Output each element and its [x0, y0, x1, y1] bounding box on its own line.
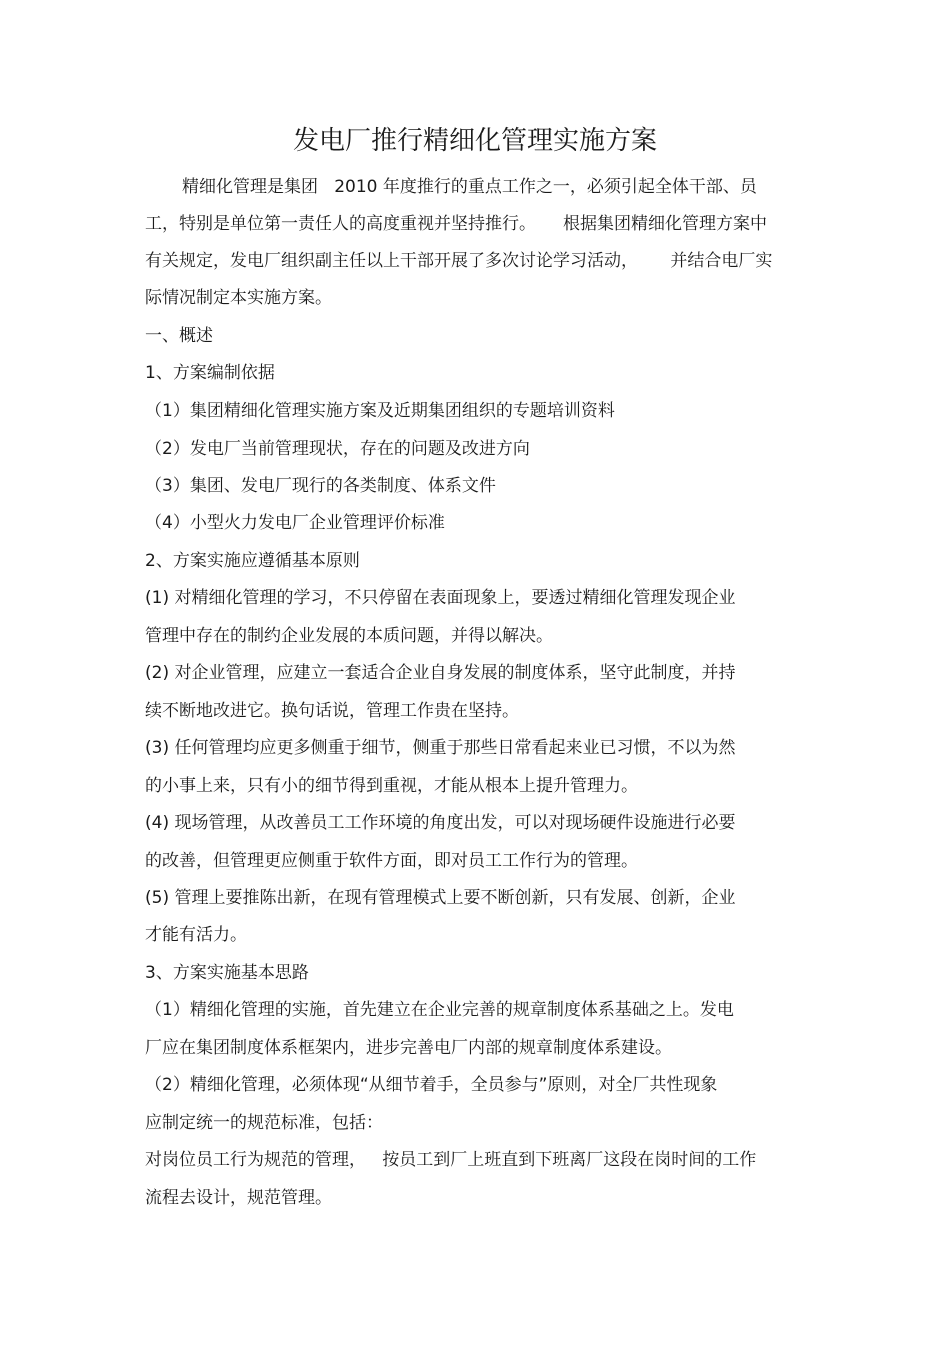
- paragraph-line: 的小事上来，只有小的细节得到重视，才能从根本上提升管理力。: [145, 776, 638, 796]
- paragraph-line: (5) 管理上要推陈出新，在现有管理模式上要不断创新，只有发展、创新，企业: [145, 888, 736, 908]
- paragraph-line: 际情况制定本实施方案。: [145, 288, 332, 308]
- section-heading: 一、概述: [145, 326, 213, 346]
- paragraph-line: 续不断地改进它。换句话说，管理工作贵在坚持。: [145, 701, 519, 721]
- paragraph-line: (1) 对精细化管理的学习，不只停留在表面现象上，要透过精细化管理发现企业: [145, 588, 736, 608]
- subsection-heading: 2、方案实施应遵循基本原则: [145, 551, 360, 571]
- paragraph-line: 精细化管理是集团 2010 年度推行的重点工作之一，必须引起全体干部、员: [182, 177, 757, 197]
- list-item: （3）集团、发电厂现行的各类制度、体系文件: [145, 476, 496, 496]
- paragraph-line: 有关规定，发电厂组织副主任以上干部开展了多次讨论学习活动， 并结合电厂实: [145, 251, 773, 271]
- paragraph-line: （1）精细化管理的实施，首先建立在企业完善的规章制度体系基础之上。发电: [145, 1000, 734, 1020]
- paragraph-line: 流程去设计，规范管理。: [145, 1188, 332, 1208]
- paragraph-line: 的改善，但管理更应侧重于软件方面，即对员工工作行为的管理。: [145, 851, 638, 871]
- paragraph-line: (4) 现场管理，从改善员工工作环境的角度出发，可以对现场硬件设施进行必要: [145, 813, 736, 833]
- paragraph-line: （2）精细化管理，必须体现“从细节着手，全员参与”原则，对全厂共性现象: [145, 1075, 718, 1095]
- paragraph-line: 工，特别是单位第一责任人的高度重视并坚持推行。 根据集团精细化管理方案中: [145, 214, 768, 234]
- paragraph-line: 才能有活力。: [145, 925, 247, 945]
- paragraph-line: 管理中存在的制约企业发展的本质问题，并得以解决。: [145, 626, 553, 646]
- subsection-heading: 3、方案实施基本思路: [145, 963, 309, 983]
- list-item: （4）小型火力发电厂企业管理评价标准: [145, 513, 445, 533]
- paragraph-line: 厂应在集团制度体系框架内，进步完善电厂内部的规章制度体系建设。: [145, 1038, 672, 1058]
- list-item: （1）集团精细化管理实施方案及近期集团组织的专题培训资料: [145, 401, 615, 421]
- subsection-heading: 1、方案编制依据: [145, 363, 275, 383]
- paragraph-line: 对岗位员工行为规范的管理， 按员工到厂上班直到下班离厂这段在岗时间的工作: [145, 1150, 757, 1170]
- paragraph-line: (2) 对企业管理，应建立一套适合企业自身发展的制度体系，坚守此制度，并持: [145, 663, 736, 683]
- paragraph-line: 应制定统一的规范标准，包括：: [145, 1113, 383, 1133]
- list-item: （2）发电厂当前管理现状，存在的问题及改进方向: [145, 439, 530, 459]
- paragraph-line: (3) 任何管理均应更多侧重于细节，侧重于那些日常看起来业已习惯，不以为然: [145, 738, 736, 758]
- document-title: 发电厂推行精细化管理实施方案: [292, 126, 657, 156]
